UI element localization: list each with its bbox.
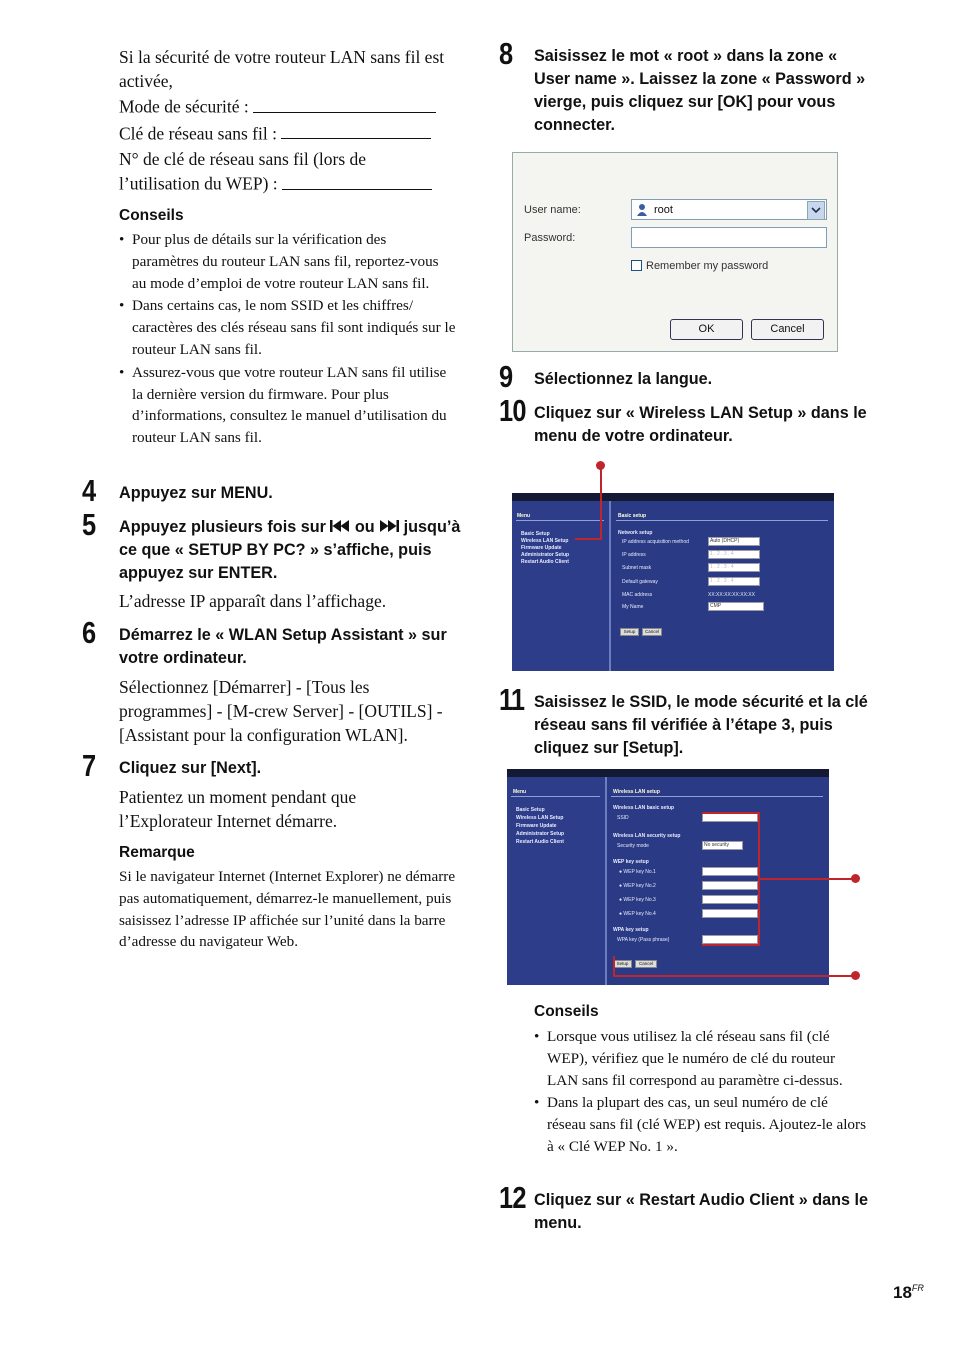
tips-heading: Conseils	[119, 207, 184, 224]
wep-key-2-input[interactable]	[702, 881, 758, 890]
screen-top-bar	[512, 493, 834, 501]
screen-top-bar	[507, 769, 829, 777]
key-number-field: N° de clé de réseau sans fil (lors de l’utilisation du WEP) :	[119, 147, 459, 196]
ip-address-input[interactable]: 1 . 2 . 3 . 4	[708, 550, 760, 559]
page-number: $18^{FR}$	[893, 1283, 924, 1302]
my-name-input[interactable]: CMP	[708, 602, 764, 611]
menu-item[interactable]: Wireless LAN Setup	[516, 815, 564, 821]
subnet-mask-input[interactable]: 1 . 2 . 3 . 4	[708, 563, 760, 572]
section-title: Wireless LAN security setup	[613, 833, 681, 839]
step-number: 9	[499, 359, 513, 394]
dropdown-arrow-icon[interactable]	[807, 201, 825, 220]
callout-line	[613, 956, 615, 976]
remark-text: Si le navigateur Internet (Internet Explorer) ne démarre pas automatiquement, démarrez-le manuellement, puis saisissez l’adresse IP affichée sur l’unité dans la barre d’adresse du navigateur Web.	[119, 868, 456, 951]
menu-item[interactable]: Basic Setup	[521, 531, 550, 537]
cancel-button[interactable]: Cancel	[642, 628, 662, 636]
callout-line	[760, 878, 852, 880]
callout-line	[702, 812, 760, 814]
wpa-key-input[interactable]	[702, 935, 758, 944]
menu-item[interactable]: Administrator Setup	[521, 552, 570, 558]
blank-line	[281, 121, 431, 140]
step-number: 4	[82, 473, 96, 508]
remark-heading: Remarque	[119, 844, 195, 861]
step-6-text: Démarrez le « WLAN Setup Assistant » sur votre ordinateur.	[119, 626, 447, 667]
acquisition-select[interactable]: Auto (DHCP)	[708, 537, 760, 546]
user-name-input[interactable]: root	[631, 199, 827, 220]
step-12-text: Cliquez sur « Restart Audio Client » dans le menu.	[534, 1191, 869, 1232]
next-track-icon	[379, 517, 399, 531]
cancel-button[interactable]: Cancel	[751, 319, 824, 340]
setup-button[interactable]: Setup	[613, 960, 632, 968]
cancel-button[interactable]: Cancel	[635, 960, 657, 968]
menu-item[interactable]: Restart Audio Client	[521, 559, 569, 565]
step-10-text: Cliquez sur « Wireless LAN Setup » dans le menu de votre ordinateur.	[534, 404, 867, 445]
screen-sidebar	[512, 501, 611, 671]
step-6-note: Sélectionnez [Démarrer] - [Tous les programmes] - [M-crew Server] - [OUTILS] - [Assistant pour la configuration WLAN].	[119, 677, 443, 745]
list-item: • Pour plus de détails sur la vérification des paramètres du routeur LAN sans fil, reportez-vous au mode d’emploi de votre routeur LAN sans fil.	[119, 229, 456, 294]
wep-key-4-input[interactable]	[702, 909, 758, 918]
tips-heading: Conseils	[534, 1003, 599, 1020]
blank-line	[253, 94, 436, 113]
section-title: WEP key setup	[613, 859, 649, 865]
menu-item[interactable]: Basic Setup	[516, 807, 545, 813]
security-mode-select[interactable]: No security	[702, 841, 743, 850]
wireless-lan-setup-screen: Menu Basic Setup Wireless LAN Setup Firmware Update Administrator Setup Restart Audio Client Wireless LAN setup Wireless LAN basic setup SSID Wireless LAN security setup Security mode No security WEP key setup ● WEP key No.1 ● WEP key No.2 ● WEP key No.3 ● WEP key No.4 WPA key setup WPA key (Pass phrase) Setup Cancel	[507, 769, 829, 985]
list-item: • Lorsque vous utilisez la clé réseau sans fil (clé WEP), vérifiez que le numéro de clé du routeur LAN sans fil correspond au paramètre ci-dessus.	[534, 1026, 869, 1091]
step-4-text: Appuyez sur MENU.	[119, 484, 273, 502]
step-5-note: L’adresse IP apparaît dans l’affichage.	[119, 591, 387, 611]
password-label: Password:	[524, 232, 576, 244]
list-item: • Dans la plupart des cas, un seul numéro de clé réseau sans fil (clé WEP) est requis. Ajoutez-le alors à « Clé WEP No. 1 ».	[534, 1092, 869, 1157]
default-gateway-input[interactable]: 1 . 2 . 3 . 4	[708, 577, 760, 586]
user-icon	[636, 203, 648, 216]
step-number: 5	[82, 507, 96, 542]
security-mode-field: Mode de sécurité :	[119, 94, 459, 119]
tips-list	[534, 1026, 869, 1158]
step-7-text: Cliquez sur [Next].	[119, 759, 262, 777]
password-input[interactable]	[631, 227, 827, 248]
section-title: Network setup	[618, 530, 653, 536]
step-5-text: Appuyez plusieurs fois sur ou jusqu’à ce que « SETUP BY PC? » s’affiche, puis appuyez sur ENTER.	[119, 518, 461, 582]
mac-address-value: XX:XX:XX:XX:XX:XX	[708, 592, 755, 598]
callout-line	[600, 467, 602, 540]
list-item: • Dans certains cas, le nom SSID et les chiffres/ caractères des clés réseau sans fil sont indiqués sur le routeur LAN sans fil.	[119, 295, 456, 360]
remember-label: Remember my password	[646, 260, 769, 272]
network-key-field: Clé de réseau sans fil :	[119, 121, 459, 146]
ok-button[interactable]: OK	[670, 319, 743, 340]
menu-item-restart-audio-client[interactable]: Restart Audio Client	[516, 839, 564, 845]
ssid-input[interactable]	[702, 813, 758, 822]
blank-line	[282, 171, 432, 190]
screen-title: Basic setup	[618, 513, 647, 519]
callout-line	[613, 975, 853, 977]
user-name-label: User name:	[524, 204, 581, 216]
menu-item[interactable]: Firmware Update	[516, 823, 557, 829]
remember-checkbox[interactable]	[631, 260, 642, 271]
basic-setup-screen: Menu Basic Setup Wireless LAN Setup Firmware Update Administrator Setup Restart Audio Client Basic setup Network setup IP address acquisition method Auto (DHCP) IP address 1 . 2 . 3 . 4 Subnet mask 1 . 2 . 3 . 4 Default gateway 1 . 2 . 3 . 4 MAC address XX:XX:XX:XX:XX:XX My Name CMP Setup Cancel	[512, 493, 834, 671]
menu-title: Menu	[517, 513, 531, 519]
setup-button[interactable]: Setup	[620, 628, 639, 636]
security-intro	[119, 45, 459, 196]
step-7-note: Patientez un moment pendant que l’Explorateur Internet démarre.	[119, 787, 357, 831]
step-9-text: Sélectionnez la langue.	[534, 370, 713, 388]
previous-track-icon	[330, 517, 350, 531]
menu-title: Menu	[513, 789, 527, 795]
menu-item[interactable]: Firmware Update	[521, 545, 562, 551]
step-number: 11	[499, 682, 525, 717]
callout-line	[702, 944, 760, 946]
step-11-text: Saisissez le SSID, le mode sécurité et la clé réseau sans fil vérifiée à l’étape 3, puis cliquez sur [Setup].	[534, 693, 868, 757]
login-dialog	[512, 152, 838, 352]
wep-key-1-input[interactable]	[702, 867, 758, 876]
step-number: 12	[499, 1180, 526, 1215]
callout-line	[575, 538, 602, 540]
section-title: WPA key setup	[613, 927, 649, 933]
step-8-text: Saisissez le mot « root » dans la zone « User name ». Laissez la zone « Password » vierge, puis cliquez sur [OK] pour vous connecter.	[534, 47, 866, 134]
menu-item-wireless-lan-setup[interactable]: Wireless LAN Setup	[521, 538, 569, 544]
screen-title: Wireless LAN setup	[613, 789, 660, 795]
intro-text: Si la sécurité de votre routeur LAN sans fil est activée,	[119, 47, 445, 91]
step-number: 10	[499, 393, 526, 428]
menu-item[interactable]: Administrator Setup	[516, 831, 565, 837]
tips-list	[119, 229, 456, 449]
list-item: • Assurez-vous que votre routeur LAN sans fil utilise la dernière version du firmware. Pour plus d’informations, consultez le manuel d’utilisation du routeur LAN sans fil.	[119, 362, 456, 449]
section-title: Wireless LAN basic setup	[613, 805, 675, 811]
step-number: 8	[499, 36, 513, 71]
step-number: 6	[82, 615, 96, 650]
wep-key-3-input[interactable]	[702, 895, 758, 904]
callout-dot	[851, 874, 860, 883]
callout-dot	[851, 971, 860, 980]
step-number: 7	[82, 748, 96, 783]
